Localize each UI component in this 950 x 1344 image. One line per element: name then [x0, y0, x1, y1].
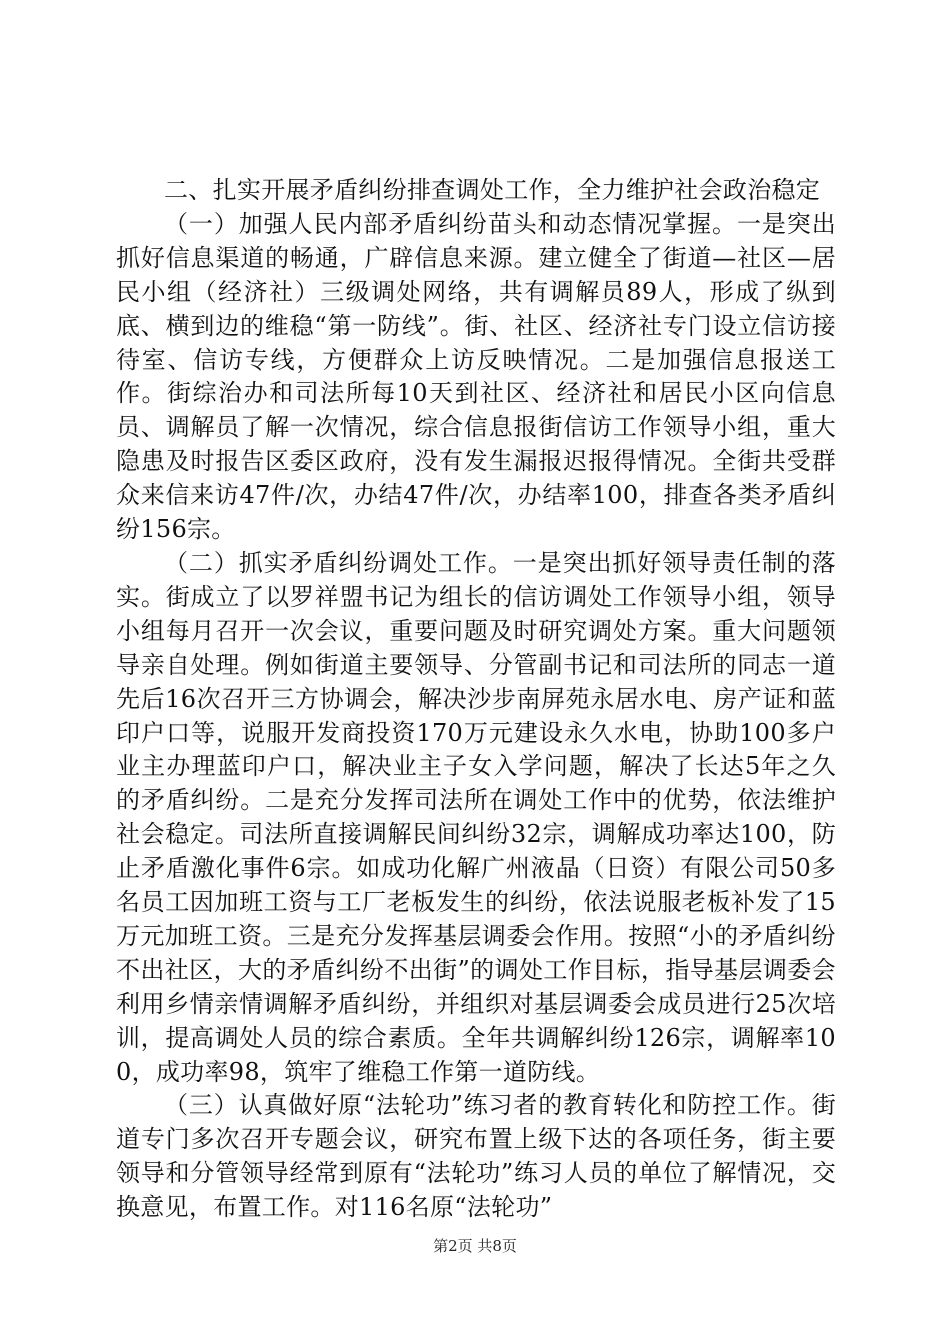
document-body	[116, 174, 836, 1225]
section-heading: 二、扎实开展矛盾纠纷排查调处工作，全力维护社会政治稳定	[164, 176, 821, 204]
paragraph-3: （三）认真做好原“法轮功”练习者的教育转化和防控工作。街道专门多次召开专题会议，研究布置上级下达的各项任务，街主要领导和分管领导经常到原有“法轮功”练习人员的单位了解情况，交换意见，布置工作。对116名原“法轮功”	[116, 1091, 836, 1222]
page-number-footer: 第2页 共8页	[433, 1237, 517, 1255]
paragraph-2: （二）抓实矛盾纠纷调处工作。一是突出抓好领导责任制的落实。街成立了以罗祥盟书记为组长的信访调处工作领导小组，领导小组每月召开一次会议，重要问题及时研究调处方案。重大问题领导亲自处理。例如街道主要领导、分管副书记和司法所的同志一道先后16次召开三方协调会，解决沙步南屏苑永居水电、房产证和蓝印户口等，说服开发商投资170万元建设永久水电，协助100多户业主办理蓝印户口，解决业主子女入学问题，解决了长达5年之久的矛盾纠纷。二是充分发挥司法所在调处工作中的优势，依法维护社会稳定。司法所直接调解民间纠纷32宗，调解成功率达100，防止矛盾激化事件6宗。如成功化解广州液晶（日资）有限公司50多名员工因加班工资与工厂老板发生的纠纷，依法说服老板补发了15万元加班工资。三是充分发挥基层调委会作用。按照“小的矛盾纠纷不出社区，大的矛盾纠纷不出街”的调处工作目标，指导基层调委会利用乡情亲情调解矛盾纠纷，并组织对基层调委会成员进行25次培训，提高调处人员的综合素质。全年共调解纠纷126宗，调解率100，成功率98，筑牢了维稳工作第一道防线。	[116, 548, 836, 1086]
paragraph-1: （一）加强人民内部矛盾纠纷苗头和动态情况掌握。一是突出抓好信息渠道的畅通，广辟信息来源。建立健全了街道—社区—居民小组（经济社）三级调处网络，共有调解员89人，形成了纵到底、横到边的维稳“第一防线”。街、社区、经济社专门设立信访接待室、信访专线，方便群众上访反映情况。二是加强信息报送工作。街综治办和司法所每10天到社区、经济社和居民小区向信息员、调解员了解一次情况，综合信息报街信访工作领导小组，重大隐患及时报告区委区政府，没有发生漏报迟报得情况。全街共受群众来信来访47件/次，办结47件/次，办结率100，排查各类矛盾纠纷156宗。	[116, 209, 836, 544]
